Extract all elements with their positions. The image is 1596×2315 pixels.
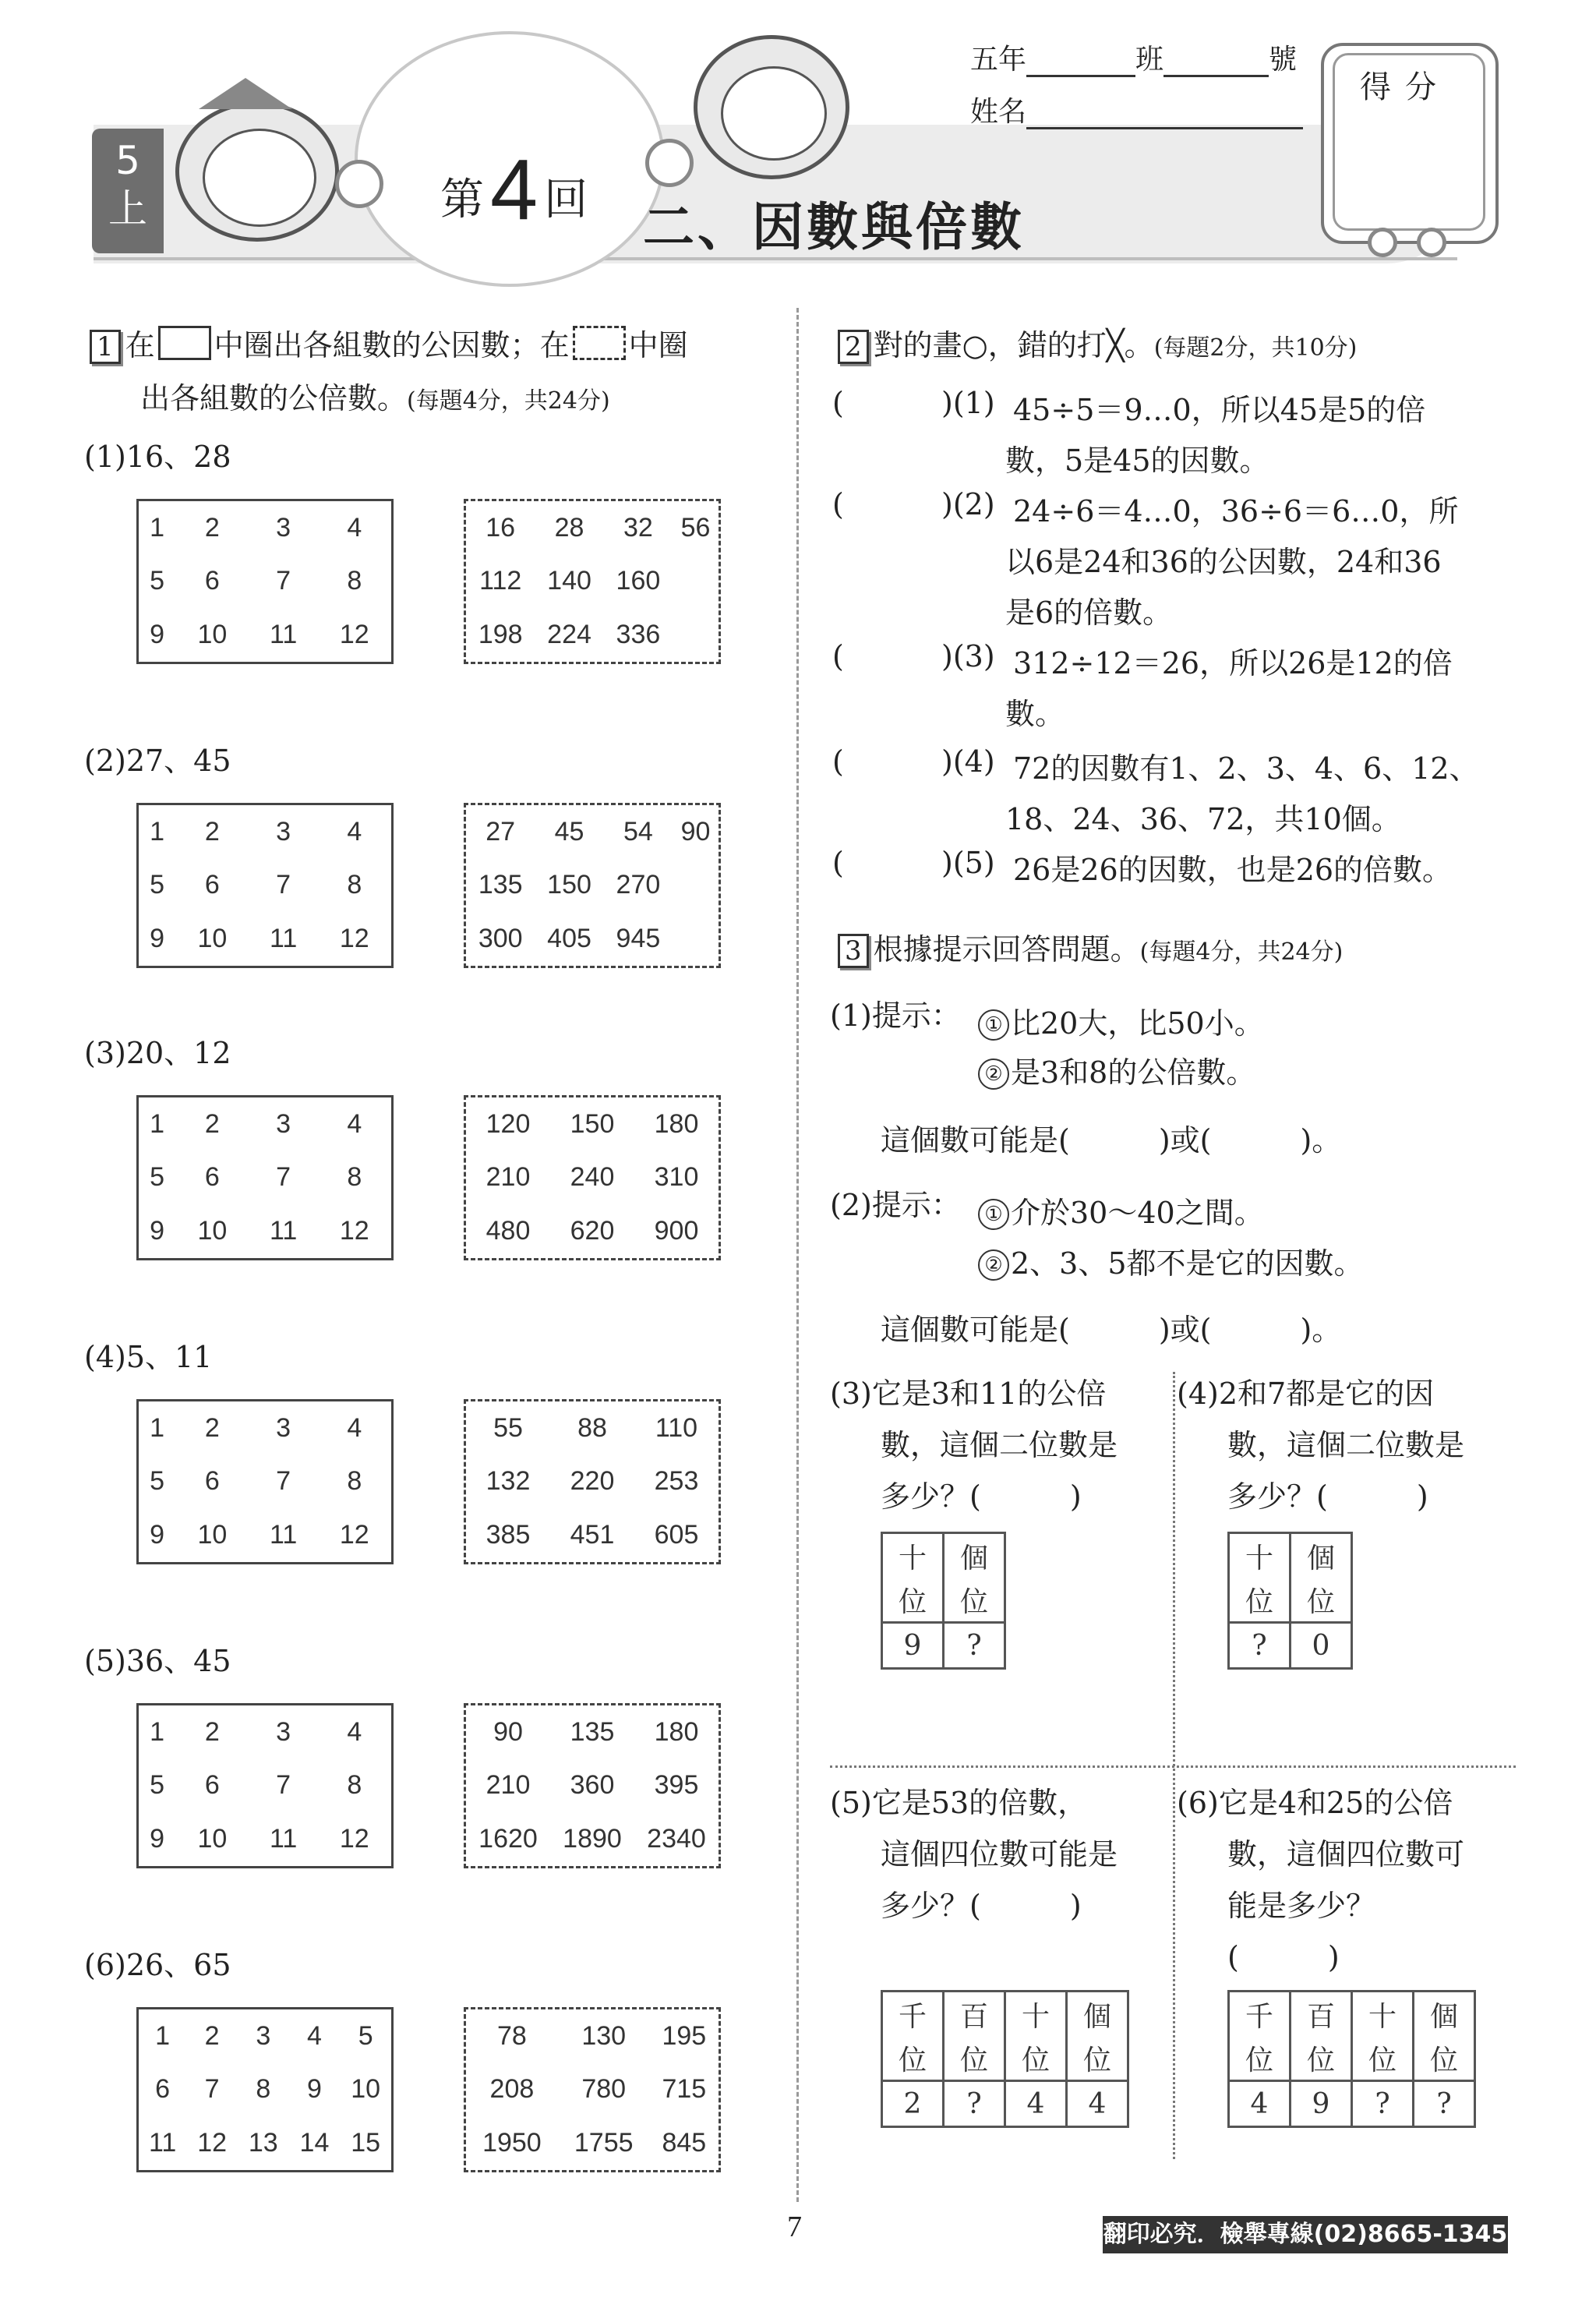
section1-number: 1 <box>90 330 121 364</box>
statement-text: 26是26的因數，也是26的倍數。 <box>1013 853 1453 887</box>
factor-number[interactable]: 3 <box>256 2020 271 2051</box>
multiple-number[interactable]: 27 <box>486 816 516 846</box>
factor-number[interactable]: 3 <box>276 1716 291 1747</box>
page-number: 7 <box>787 2211 802 2243</box>
seat-label: 號 <box>1269 44 1298 76</box>
factor-number[interactable]: 5 <box>150 870 165 900</box>
factor-number[interactable]: 1 <box>150 512 165 543</box>
problem-label: (4)5、11 <box>84 1340 213 1374</box>
factor-number[interactable]: 8 <box>347 870 362 900</box>
factor-number[interactable]: 11 <box>269 924 298 954</box>
multiple-number[interactable]: 28 <box>554 512 584 543</box>
factor-number[interactable]: 9 <box>150 1216 165 1246</box>
multiple-number[interactable]: 16 <box>486 512 516 543</box>
factor-number[interactable]: 2 <box>204 512 220 543</box>
statement-text: 數。 <box>1005 697 1065 731</box>
round-label <box>440 140 588 239</box>
section1-text-line2: 出各組數的公倍數。 <box>140 381 408 415</box>
multiple-number[interactable]: 480 <box>486 1216 531 1246</box>
multiple-number[interactable]: 1755 <box>574 2128 634 2158</box>
multiple-number[interactable]: 1620 <box>478 1824 538 1854</box>
q6-digit: 4 <box>1229 2081 1291 2127</box>
multiple-number[interactable]: 405 <box>547 924 591 954</box>
q3-digit[interactable]: ? <box>944 1623 1005 1669</box>
circle-two-icon: ② <box>978 1059 1009 1090</box>
q5-digit: 2 <box>882 2081 944 2127</box>
multiple-number[interactable]: 310 <box>654 1162 699 1193</box>
copyright-notice: 翻印必究．檢舉專線(02)8665-1345 <box>1103 2216 1508 2253</box>
q6-header: 位 <box>1414 2036 1475 2081</box>
statement-text: 312÷12＝26，所以26是12的倍 <box>1013 646 1453 680</box>
section3-title: 根據提示回答問題。 <box>873 932 1140 967</box>
statement-text: 72的因數有1、2、3、4、6、12、 <box>1013 751 1479 786</box>
pin-icon <box>1417 228 1446 257</box>
q2-label: (2)提示： <box>830 1188 961 1222</box>
name-label: 姓名 <box>970 96 1027 128</box>
factor-number[interactable]: 6 <box>204 566 220 596</box>
factor-number[interactable]: 9 <box>150 1824 165 1854</box>
multiple-number[interactable]: 112 <box>479 566 522 596</box>
circle-one-icon: ① <box>978 1199 1009 1230</box>
multiple-number[interactable]: 900 <box>654 1216 699 1246</box>
q5-header: 百 <box>944 1992 1005 2037</box>
factor-number[interactable]: 8 <box>347 1162 362 1193</box>
problem-label: (5)36、45 <box>84 1644 231 1678</box>
factor-number[interactable]: 7 <box>204 2074 220 2105</box>
factor-number[interactable]: 12 <box>197 2128 228 2158</box>
q3-place-table <box>881 1532 1006 1670</box>
factor-number[interactable]: 3 <box>276 1412 291 1443</box>
factor-number[interactable]: 10 <box>197 924 228 954</box>
factor-number[interactable]: 12 <box>339 620 369 650</box>
multiple-number[interactable]: 300 <box>478 924 523 954</box>
multiple-number[interactable]: 180 <box>654 1716 699 1747</box>
factor-number[interactable]: 13 <box>248 2128 278 2158</box>
factor-number[interactable]: 1 <box>150 1412 165 1443</box>
factor-number[interactable]: 3 <box>276 816 291 846</box>
factor-number[interactable]: 7 <box>276 566 291 596</box>
multiple-grid <box>464 803 721 968</box>
multiple-number[interactable]: 195 <box>662 2020 707 2051</box>
multiple-grid <box>464 499 721 664</box>
factor-number[interactable]: 1 <box>150 816 165 846</box>
q6-block <box>1177 1777 1464 1983</box>
multiple-number[interactable]: 620 <box>570 1216 615 1246</box>
multiple-number[interactable]: 45 <box>554 816 584 846</box>
factor-number[interactable]: 12 <box>339 1824 369 1854</box>
q5-header: 位 <box>1067 2036 1128 2081</box>
multiple-number[interactable]: 945 <box>616 924 661 954</box>
factor-number[interactable]: 9 <box>150 924 165 954</box>
q6-digit[interactable]: ? <box>1352 2081 1414 2127</box>
circle-one-icon: ① <box>978 1009 1009 1041</box>
factor-number[interactable]: 9 <box>150 620 165 650</box>
grade-term: 上 <box>108 186 147 231</box>
q3-block <box>830 1368 1118 1522</box>
factor-number[interactable]: 3 <box>276 512 291 543</box>
factor-number[interactable]: 8 <box>347 1466 362 1497</box>
mascot-left-icon <box>175 101 339 242</box>
factor-grid <box>136 803 394 968</box>
multiple-number[interactable]: 210 <box>486 1162 531 1193</box>
multiple-number[interactable]: 336 <box>616 620 661 650</box>
multiple-number[interactable]: 88 <box>577 1412 607 1443</box>
multiple-number[interactable]: 780 <box>581 2074 627 2105</box>
answer-paren-open[interactable]: ( <box>832 386 844 420</box>
answer-paren-open[interactable]: ( <box>832 639 844 673</box>
q4-place-table <box>1227 1532 1353 1670</box>
multiple-grid <box>464 2007 721 2172</box>
multiple-number[interactable]: 180 <box>654 1108 699 1139</box>
q3-line: (3)它是3和11的公倍 <box>830 1377 1107 1411</box>
section2-points: (每題2分，共10分) <box>1153 334 1358 362</box>
multiple-number[interactable]: 130 <box>581 2020 627 2051</box>
factor-number[interactable]: 5 <box>358 2020 373 2051</box>
q6-header: 千 <box>1229 1992 1291 2037</box>
multiple-number[interactable]: 385 <box>486 1520 531 1550</box>
factor-number[interactable]: 10 <box>197 1824 228 1854</box>
q5-header: 十 <box>1005 1992 1067 2037</box>
q4-line[interactable]: 多少？( ) <box>1227 1479 1428 1514</box>
factor-number[interactable]: 8 <box>347 1770 362 1801</box>
factor-number[interactable]: 12 <box>339 924 369 954</box>
multiple-number[interactable]: 150 <box>547 870 591 900</box>
factor-number[interactable]: 11 <box>269 620 298 650</box>
section3-number: 3 <box>838 934 869 968</box>
statement-text: 數，5是45的因數。 <box>1005 444 1269 478</box>
pin-icon <box>335 160 383 208</box>
q4-digit: 0 <box>1291 1623 1352 1669</box>
section3-heading <box>838 925 1343 968</box>
multiple-number[interactable]: 240 <box>570 1162 615 1193</box>
q1-hint2-text: 是3和8的公倍數。 <box>1011 1055 1256 1090</box>
factor-number[interactable]: 6 <box>155 2074 171 2105</box>
q2-hint1-text: 介於30～40之間。 <box>1011 1196 1264 1230</box>
class-blank[interactable] <box>1026 48 1135 77</box>
factor-number[interactable]: 4 <box>347 1412 362 1443</box>
q4-header: 位 <box>1229 1578 1291 1623</box>
section1-line2 <box>140 374 610 417</box>
pin-icon <box>645 139 694 187</box>
factor-number[interactable]: 1 <box>150 1108 165 1139</box>
multiple-number[interactable]: 715 <box>662 2074 707 2105</box>
q5-header: 千 <box>882 1992 944 2037</box>
name-line <box>970 90 1303 129</box>
q6-line: (6)它是4和25的公倍 <box>1177 1786 1453 1820</box>
multiple-number[interactable]: 395 <box>654 1770 699 1801</box>
q4-header: 十 <box>1229 1533 1291 1578</box>
name-blank[interactable] <box>1026 101 1303 129</box>
factor-number[interactable]: 6 <box>204 1466 220 1497</box>
factor-number[interactable]: 10 <box>197 1520 228 1550</box>
multiple-number[interactable]: 160 <box>616 566 661 596</box>
answer-paren-open[interactable]: ( <box>832 846 844 880</box>
q6-header: 位 <box>1352 2036 1414 2081</box>
multiple-number[interactable]: 54 <box>623 816 653 846</box>
q5-digit: 4 <box>1005 2081 1067 2127</box>
multiple-number[interactable]: 135 <box>478 870 523 900</box>
multiple-number[interactable]: 220 <box>570 1466 615 1497</box>
section1-text-c: 中圈 <box>628 328 688 362</box>
answer-paren-open[interactable]: ( <box>832 744 844 779</box>
section1-text-a: 在 <box>125 328 155 362</box>
q4-block <box>1177 1368 1464 1522</box>
multiple-number[interactable]: 224 <box>547 620 591 650</box>
q4-header: 位 <box>1291 1578 1352 1623</box>
q3-header: 位 <box>882 1578 944 1623</box>
multiple-number[interactable]: 253 <box>654 1466 699 1497</box>
factor-number[interactable]: 4 <box>347 816 362 846</box>
multiple-number[interactable]: 120 <box>486 1108 531 1139</box>
q5-header: 位 <box>882 2036 944 2081</box>
q6-digit[interactable]: ? <box>1414 2081 1475 2127</box>
q5-line[interactable]: 多少？( ) <box>881 1889 1082 1923</box>
q6-header: 位 <box>1229 2036 1291 2081</box>
q6-header: 個 <box>1414 1992 1475 2037</box>
multiple-number[interactable]: 56 <box>680 512 711 543</box>
factor-number[interactable]: 2 <box>204 2020 220 2051</box>
statement-number: )(3) <box>941 639 995 673</box>
problem-label: (1)16、28 <box>84 440 231 474</box>
multiple-number[interactable]: 110 <box>655 1412 698 1443</box>
q5-block <box>830 1777 1118 1932</box>
factor-number[interactable]: 9 <box>307 2074 322 2105</box>
factor-number[interactable]: 9 <box>150 1520 165 1550</box>
grade-tab <box>92 129 164 253</box>
q6-line[interactable]: ( ) <box>1227 1940 1340 1974</box>
q1-hint1-text: 比20大，比50小。 <box>1011 1006 1264 1041</box>
round-prefix: 第 <box>440 175 484 225</box>
q5-digit[interactable]: ? <box>944 2081 1005 2127</box>
factor-number[interactable]: 1 <box>150 1716 165 1747</box>
q5-header: 位 <box>1005 2036 1067 2081</box>
q2-hint2-text: 2、3、5都不是它的因數。 <box>1011 1246 1364 1281</box>
q4-line: 數，這個二位數是 <box>1227 1428 1465 1462</box>
circle-two-icon: ② <box>978 1249 1009 1281</box>
section1-heading <box>90 321 688 364</box>
factor-number[interactable]: 2 <box>204 1412 220 1443</box>
factor-number[interactable]: 12 <box>339 1216 369 1246</box>
multiple-number[interactable]: 1950 <box>482 2128 542 2158</box>
factor-number[interactable]: 2 <box>204 816 220 846</box>
factor-number[interactable]: 10 <box>351 2074 381 2105</box>
multiple-number[interactable]: 140 <box>547 566 591 596</box>
q4-line: (4)2和7都是它的因 <box>1177 1377 1435 1411</box>
q5-header: 個 <box>1067 1992 1128 2037</box>
q6-header: 位 <box>1291 2036 1352 2081</box>
statement-text: 24÷6＝4…0，36÷6＝6…0，所 <box>1013 494 1459 528</box>
page-title: 二、因數與倍數 <box>643 196 1025 257</box>
grade-number: 5 <box>115 138 140 183</box>
factor-grid <box>136 1095 394 1260</box>
q3-header: 位 <box>944 1578 1005 1623</box>
q6-header: 百 <box>1291 1992 1352 2037</box>
mascot-right-icon <box>694 35 849 179</box>
factor-grid <box>136 2007 394 2172</box>
factor-number[interactable]: 4 <box>347 512 362 543</box>
round-number: 4 <box>490 142 538 238</box>
factor-number[interactable]: 11 <box>269 1824 298 1854</box>
factor-number[interactable]: 14 <box>299 2128 330 2158</box>
multiple-grid <box>464 1399 721 1564</box>
q1-answer[interactable]: 這個數可能是( )或( )。 <box>881 1123 1342 1158</box>
q3-line[interactable]: 多少？( ) <box>881 1479 1082 1514</box>
q6-line: 能是多少？ <box>1227 1889 1376 1923</box>
multiple-grid <box>464 1703 721 1868</box>
pin-icon <box>1368 228 1397 257</box>
factor-number[interactable]: 10 <box>197 1216 228 1246</box>
factor-number[interactable]: 15 <box>351 2128 381 2158</box>
q5-line: 這個四位數可能是 <box>881 1837 1118 1871</box>
q-row-divider <box>830 1765 1516 1768</box>
answer-paren-open[interactable]: ( <box>832 487 844 521</box>
statement-text: 45÷5＝9…0，所以45是5的倍 <box>1013 393 1426 427</box>
multiple-number[interactable]: 1890 <box>563 1824 622 1854</box>
q5-header: 位 <box>944 2036 1005 2081</box>
problem-label: (2)27、45 <box>84 744 231 778</box>
q3-header: 十 <box>882 1533 944 1578</box>
multiple-number[interactable]: 2340 <box>647 1824 706 1854</box>
factor-number[interactable]: 7 <box>276 870 291 900</box>
factor-grid <box>136 1703 394 1868</box>
q2-hint1 <box>978 1189 1264 1232</box>
multiple-number[interactable]: 208 <box>489 2074 535 2105</box>
q3-line: 數，這個二位數是 <box>881 1428 1118 1462</box>
q6-header: 十 <box>1352 1992 1414 2037</box>
class-line <box>970 37 1297 77</box>
statement-text: 18、24、36、72，共10個。 <box>1005 802 1401 836</box>
section2-number: 2 <box>838 330 869 364</box>
q1-hint2 <box>978 1048 1255 1091</box>
statement-number: )(1) <box>941 386 995 420</box>
factor-number[interactable]: 6 <box>204 870 220 900</box>
factor-number[interactable]: 8 <box>256 2074 271 2105</box>
factor-number[interactable]: 5 <box>150 566 165 596</box>
multiple-number[interactable]: 360 <box>570 1770 615 1801</box>
factor-number[interactable]: 12 <box>339 1520 369 1550</box>
factor-number[interactable]: 4 <box>347 1716 362 1747</box>
factor-number[interactable]: 11 <box>269 1520 298 1550</box>
factor-number[interactable]: 11 <box>148 2128 177 2158</box>
multiple-number[interactable]: 135 <box>570 1716 615 1747</box>
q1-hint1 <box>978 999 1264 1042</box>
section1-text-b: 中圈出各組數的公因數；在 <box>214 328 570 362</box>
factor-number[interactable]: 7 <box>276 1466 291 1497</box>
column-divider <box>796 308 799 2202</box>
statement-number: )(5) <box>941 846 995 880</box>
multiple-number[interactable]: 132 <box>486 1466 531 1497</box>
multiple-number[interactable]: 90 <box>680 816 711 846</box>
section2-title: 對的畫○，錯的打╳。 <box>873 328 1154 362</box>
factor-number[interactable]: 7 <box>276 1770 291 1801</box>
problem-label: (6)26、65 <box>84 1948 231 1982</box>
factor-number[interactable]: 4 <box>347 1108 362 1139</box>
statement-number: )(2) <box>941 487 995 521</box>
factor-number[interactable]: 1 <box>155 2020 171 2051</box>
factor-number[interactable]: 7 <box>276 1162 291 1193</box>
q4-digit[interactable]: ? <box>1229 1623 1291 1669</box>
factor-number[interactable]: 11 <box>269 1216 298 1246</box>
multiple-number[interactable]: 55 <box>493 1412 523 1443</box>
multiple-number[interactable]: 150 <box>570 1108 615 1139</box>
q3-header: 個 <box>944 1533 1005 1578</box>
statement-text: 是6的倍數。 <box>1005 596 1173 630</box>
statement-text: 以6是24和36的公因數，24和36 <box>1005 545 1442 579</box>
multiple-number[interactable]: 845 <box>662 2128 707 2158</box>
multiple-number[interactable]: 90 <box>493 1716 523 1747</box>
factor-number[interactable]: 10 <box>197 620 228 650</box>
problem-label: (3)20、12 <box>84 1036 231 1070</box>
factor-number[interactable]: 5 <box>150 1162 165 1193</box>
factor-number[interactable]: 5 <box>150 1466 165 1497</box>
q6-line: 數，這個四位數可 <box>1227 1837 1465 1871</box>
q2-hint2 <box>978 1239 1364 1282</box>
q2-answer[interactable]: 這個數可能是( )或( )。 <box>881 1313 1342 1347</box>
multiple-number[interactable]: 32 <box>623 512 653 543</box>
multiple-grid <box>464 1095 721 1260</box>
factor-number[interactable]: 4 <box>307 2020 322 2051</box>
mascot-crown-icon <box>199 78 292 109</box>
class-label: 班 <box>1135 44 1164 76</box>
factor-number[interactable]: 3 <box>276 1108 291 1139</box>
dashed-box-icon <box>573 326 626 360</box>
q1-label: (1)提示： <box>830 998 961 1033</box>
seat-blank[interactable] <box>1163 48 1269 77</box>
section3-points: (每題4分，共24分) <box>1139 938 1344 966</box>
multiple-number[interactable]: 198 <box>478 620 523 650</box>
factor-number[interactable]: 8 <box>347 566 362 596</box>
factor-number[interactable]: 6 <box>204 1770 220 1801</box>
statement-number: )(4) <box>941 744 995 779</box>
factor-number[interactable]: 6 <box>204 1162 220 1193</box>
q6-place-table <box>1227 1990 1476 2128</box>
multiple-number[interactable]: 210 <box>486 1770 531 1801</box>
round-suffix: 回 <box>544 175 588 225</box>
section1-points: (每題4分，共24分) <box>407 387 610 415</box>
factor-grid <box>136 1399 394 1564</box>
q5-place-table <box>881 1990 1129 2128</box>
solid-box-icon <box>158 326 211 360</box>
multiple-number[interactable]: 605 <box>654 1520 699 1550</box>
factor-number[interactable]: 2 <box>204 1716 220 1747</box>
section2-heading <box>838 321 1357 364</box>
multiple-number[interactable]: 270 <box>616 870 661 900</box>
score-label: 得分 <box>1360 69 1450 105</box>
q5-digit: 4 <box>1067 2081 1128 2127</box>
multiple-number[interactable]: 78 <box>496 2020 527 2051</box>
factor-number[interactable]: 5 <box>150 1770 165 1801</box>
factor-grid <box>136 499 394 664</box>
q4-header: 個 <box>1291 1533 1352 1578</box>
q5-line: (5)它是53的倍數， <box>830 1786 1088 1820</box>
q6-digit: 9 <box>1291 2081 1352 2127</box>
q3-digit: 9 <box>882 1623 944 1669</box>
multiple-number[interactable]: 451 <box>570 1520 615 1550</box>
grade-label: 五年 <box>970 44 1027 76</box>
factor-number[interactable]: 2 <box>204 1108 220 1139</box>
